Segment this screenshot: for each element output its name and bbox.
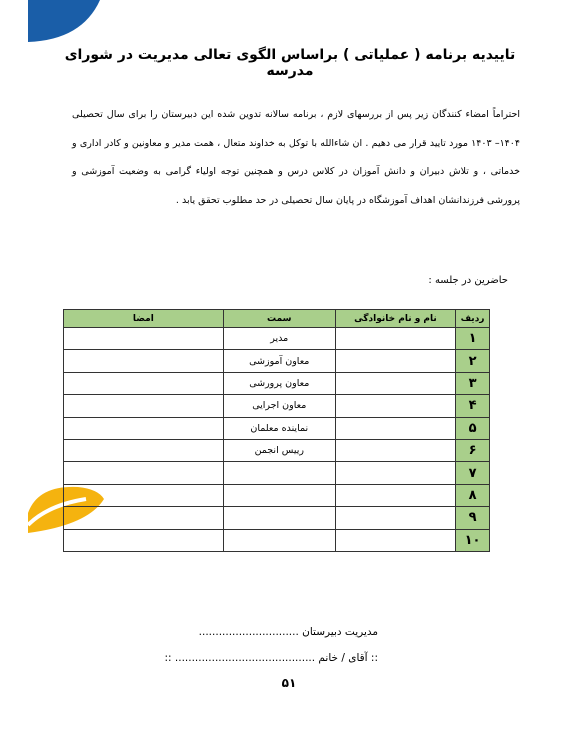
role-cell: نماینده معلمان bbox=[223, 417, 335, 439]
table-row bbox=[64, 462, 490, 484]
signature-cell bbox=[64, 439, 224, 461]
page-title: تاییدیه برنامه ( عملیاتی ) براساس الگوی تعالی مدیریت در شورای مدرسه bbox=[64, 47, 516, 79]
table-row bbox=[64, 417, 490, 439]
signature-cell bbox=[64, 372, 224, 394]
role-cell: معاون اجرایی bbox=[223, 395, 335, 417]
table-row bbox=[64, 350, 490, 372]
attendees-table bbox=[63, 309, 490, 552]
row-number: ۶ bbox=[456, 439, 490, 461]
role-cell bbox=[223, 529, 335, 551]
attendees-label: حاضرین در جلسه : bbox=[428, 275, 508, 286]
table-row bbox=[64, 507, 490, 529]
role-cell bbox=[223, 484, 335, 506]
name-cell bbox=[335, 462, 455, 484]
signature-cell bbox=[64, 507, 224, 529]
role-cell: معاون پرورشی bbox=[223, 372, 335, 394]
person-signature: :: آقای / خانم .......................................... :: bbox=[164, 652, 378, 664]
school-management-signature: مدیریت دبیرستان .............................. bbox=[198, 626, 378, 638]
signature-cell bbox=[64, 529, 224, 551]
row-number: ۵ bbox=[456, 417, 490, 439]
name-cell bbox=[335, 507, 455, 529]
table-header-row bbox=[64, 310, 490, 328]
name-cell bbox=[335, 417, 455, 439]
row-number: ۹ bbox=[456, 507, 490, 529]
row-number: ۳ bbox=[456, 372, 490, 394]
name-cell bbox=[335, 350, 455, 372]
row-number: ۷ bbox=[456, 462, 490, 484]
signature-cell bbox=[64, 484, 224, 506]
table-row bbox=[64, 484, 490, 506]
signature-cell bbox=[64, 395, 224, 417]
table-row bbox=[64, 372, 490, 394]
header-row-number: ردیف bbox=[456, 310, 490, 328]
name-cell bbox=[335, 395, 455, 417]
role-cell bbox=[223, 462, 335, 484]
name-cell bbox=[335, 372, 455, 394]
role-cell: معاون آموزشی bbox=[223, 350, 335, 372]
header-name: نام و نام خانوادگی bbox=[335, 310, 455, 328]
decorative-swoosh-top bbox=[0, 0, 100, 42]
name-cell bbox=[335, 484, 455, 506]
table-row bbox=[64, 328, 490, 350]
row-number: ۲ bbox=[456, 350, 490, 372]
row-number: ۴ bbox=[456, 395, 490, 417]
signature-cell bbox=[64, 417, 224, 439]
row-number: ۸ bbox=[456, 484, 490, 506]
header-role: سمت bbox=[223, 310, 335, 328]
row-number: ۱۰ bbox=[456, 529, 490, 551]
page-number: ۵۱ bbox=[281, 676, 297, 690]
name-cell bbox=[335, 328, 455, 350]
role-cell: رییس انجمن bbox=[223, 439, 335, 461]
name-cell bbox=[335, 529, 455, 551]
signature-cell bbox=[64, 350, 224, 372]
role-cell bbox=[223, 507, 335, 529]
table-row bbox=[64, 529, 490, 551]
table-row bbox=[64, 439, 490, 461]
table-row bbox=[64, 395, 490, 417]
name-cell bbox=[335, 439, 455, 461]
role-cell: مدیر bbox=[223, 328, 335, 350]
signature-cell bbox=[64, 462, 224, 484]
header-signature: امضا bbox=[64, 310, 224, 328]
approval-paragraph: احتراماً امضاء کنندگان زیر پس از بررسهای لازم ، برنامه سالانه تدوین شده این دبیرستان را برای سال تحصیلی ۱۴۰۴– ۱۴۰۳ مورد تایید قرار می دهیم . ان شاءالله با توکل به خداوند متعال ، همت مدیر و معاونین و کادر اداری و خدماتی ، و تلاش دبیران و دانش آموزان در کلاس درس و همچنین توجه اولیاء گرامی به وضعیت آموزشی و پرورشی فرزندانشان اهداف آموزشگاه در پایان سال تحصیلی در حد مطلوب تحقق یابد . bbox=[72, 109, 520, 206]
row-number: ۱ bbox=[456, 328, 490, 350]
signature-cell bbox=[64, 328, 224, 350]
